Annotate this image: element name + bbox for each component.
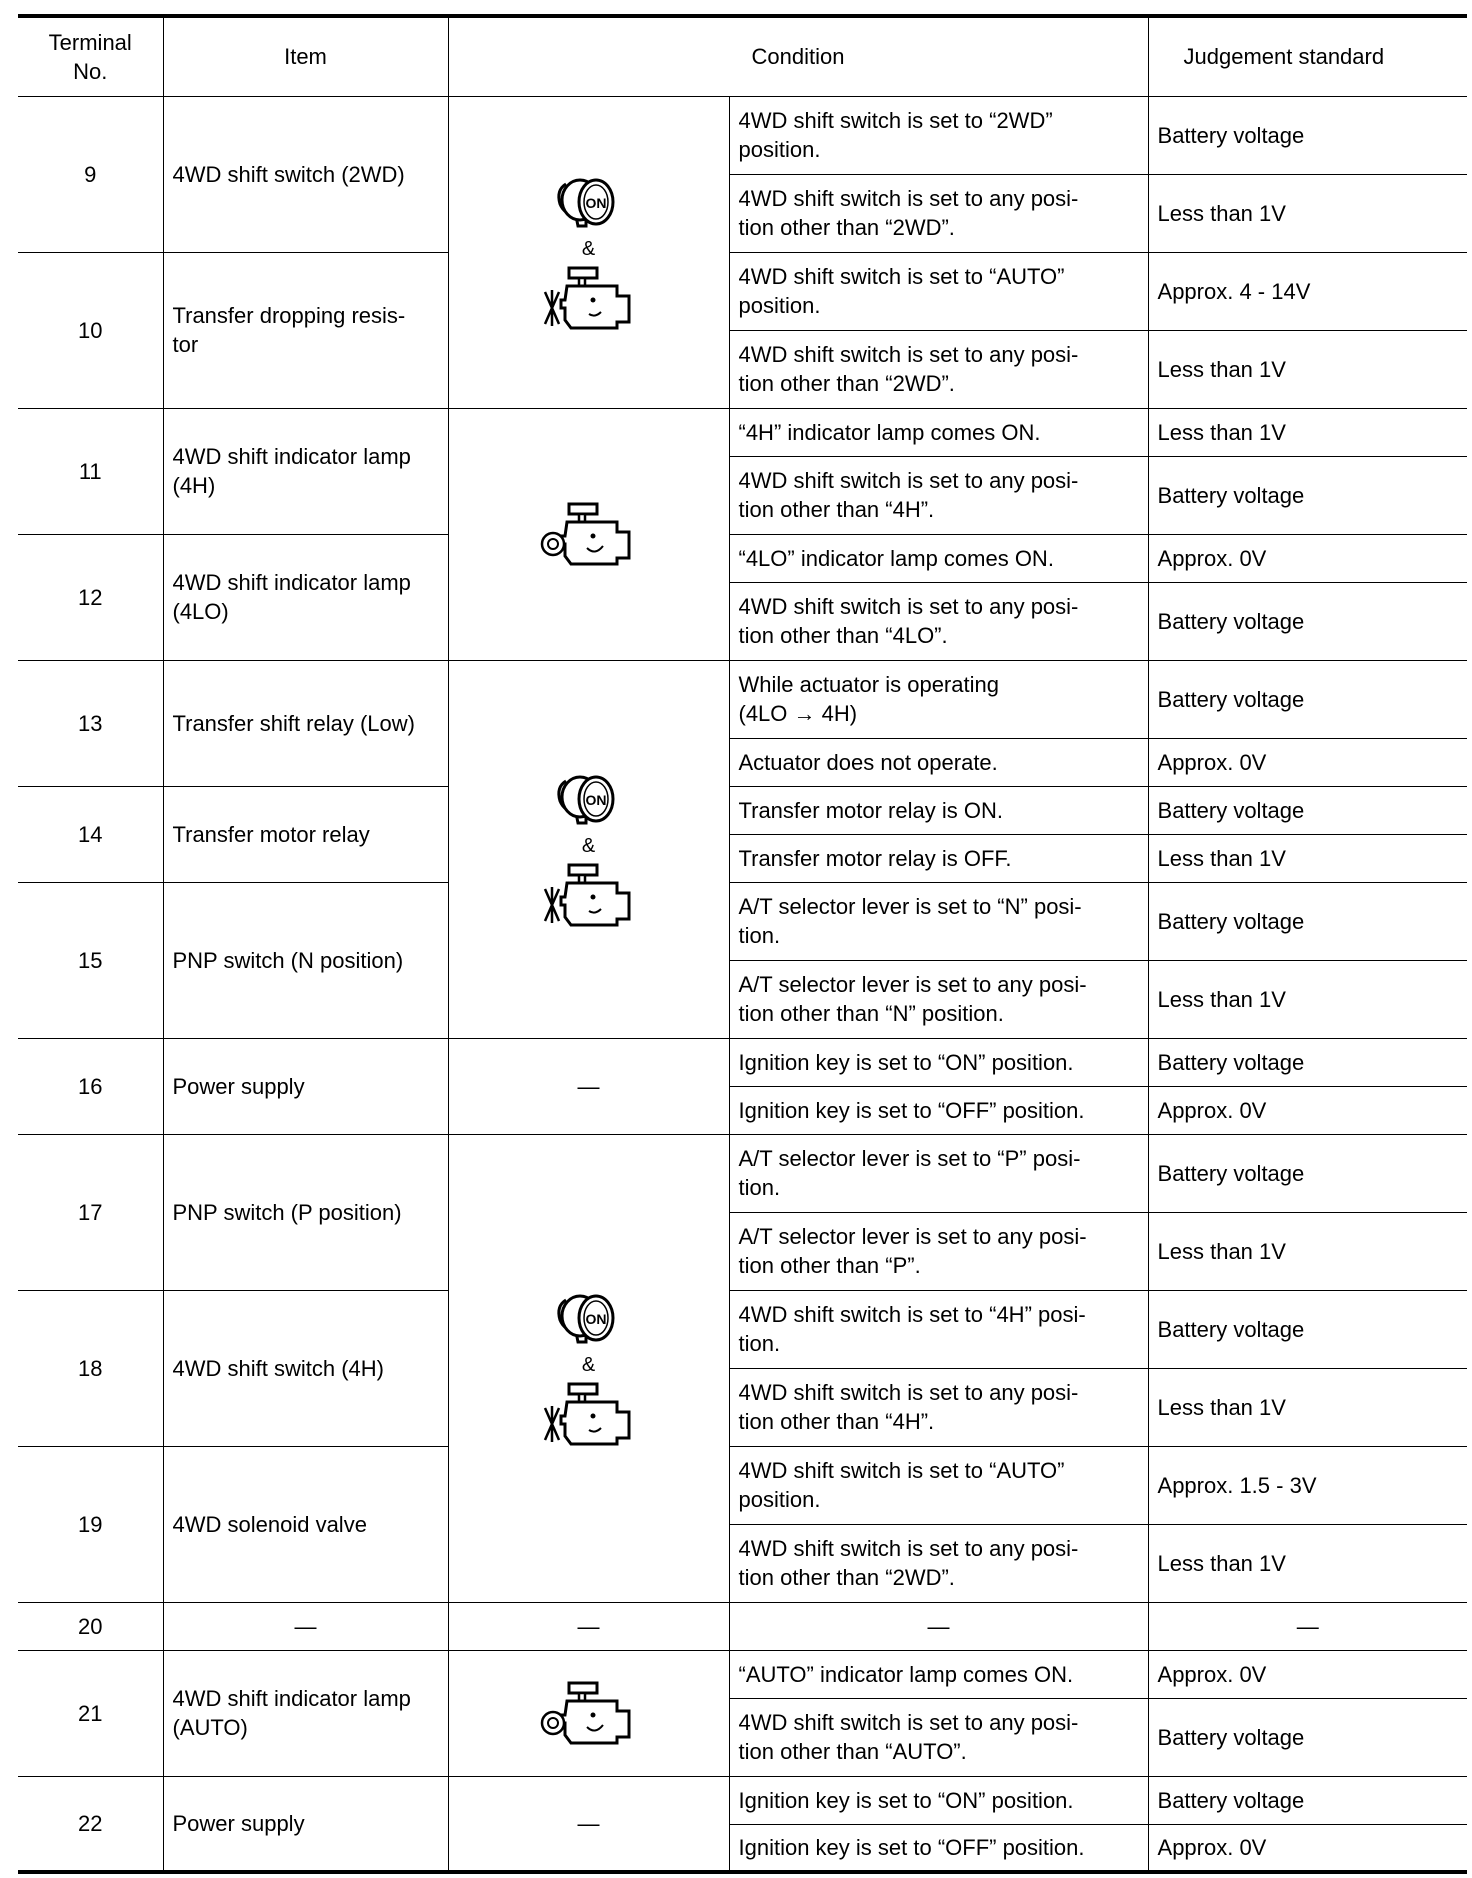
table-row bbox=[18, 96, 1467, 174]
item-name: 4WD shift switch (2WD) bbox=[163, 96, 448, 252]
header-judgement: Judgement standard bbox=[1148, 16, 1467, 96]
condition-cell: A/T selector lever is set to “N” posi- tion. bbox=[729, 882, 1148, 960]
judgement-cell: Battery voltage bbox=[1148, 456, 1467, 534]
item-name: Transfer shift relay (Low) bbox=[163, 660, 448, 786]
condition-cell: “4H” indicator lamp comes ON. bbox=[729, 408, 1148, 456]
item-name: 4WD shift indicator lamp (AUTO) bbox=[163, 1650, 448, 1776]
terminal-number: 19 bbox=[18, 1446, 163, 1602]
terminal-spec-table-container bbox=[18, 14, 1467, 1874]
judgement-cell: Battery voltage bbox=[1148, 786, 1467, 834]
table-row bbox=[18, 1776, 1467, 1824]
terminal-number: 9 bbox=[18, 96, 163, 252]
condition-cell: 4WD shift switch is set to any posi- tion other than “2WD”. bbox=[729, 174, 1148, 252]
table-row bbox=[18, 882, 1467, 960]
judgement-cell: Less than 1V bbox=[1148, 1524, 1467, 1602]
item-name: Power supply bbox=[163, 1038, 448, 1134]
key-on-label: ON bbox=[585, 195, 606, 211]
terminal-number: 12 bbox=[18, 534, 163, 660]
condition-cell: Ignition key is set to “ON” position. bbox=[729, 1038, 1148, 1086]
judgement-cell: Battery voltage bbox=[1148, 882, 1467, 960]
item-name: 4WD solenoid valve bbox=[163, 1446, 448, 1602]
condition-cell: 4WD shift switch is set to any posi- tion other than “4LO”. bbox=[729, 582, 1148, 660]
engine-running-icon-cell bbox=[448, 1650, 729, 1776]
item-name: 4WD shift indicator lamp (4LO) bbox=[163, 534, 448, 660]
condition-cell: 4WD shift switch is set to “AUTO” position. bbox=[729, 252, 1148, 330]
condition-cell: Ignition key is set to “OFF” position. bbox=[729, 1824, 1148, 1872]
ignition-key-on-icon bbox=[552, 767, 626, 833]
item-name: Power supply bbox=[163, 1776, 448, 1872]
judgement-cell: Battery voltage bbox=[1148, 1698, 1467, 1776]
condition-cell: 4WD shift switch is set to any posi- tion other than “AUTO”. bbox=[729, 1698, 1148, 1776]
item-name: Transfer motor relay bbox=[163, 786, 448, 882]
judgement-cell: Less than 1V bbox=[1148, 834, 1467, 882]
table-row bbox=[18, 252, 1467, 330]
engine-running-icon bbox=[539, 1378, 639, 1450]
terminal-number: 16 bbox=[18, 1038, 163, 1134]
ignition-key-on-icon bbox=[552, 170, 626, 236]
engine-running-icon bbox=[539, 498, 639, 570]
condition-cell: Transfer motor relay is OFF. bbox=[729, 834, 1148, 882]
table-row bbox=[18, 1134, 1467, 1212]
judgement-cell: Battery voltage bbox=[1148, 1134, 1467, 1212]
judgement-cell: Approx. 0V bbox=[1148, 1650, 1467, 1698]
judgement-cell: Battery voltage bbox=[1148, 1776, 1467, 1824]
judgement-cell: Battery voltage bbox=[1148, 96, 1467, 174]
condition-cell: Transfer motor relay is ON. bbox=[729, 786, 1148, 834]
terminal-number: 15 bbox=[18, 882, 163, 1038]
condition-cell: While actuator is operating (4LO → 4H) bbox=[729, 660, 1148, 738]
judgement-cell: Battery voltage bbox=[1148, 582, 1467, 660]
terminal-number: 11 bbox=[18, 408, 163, 534]
condition-cell: Ignition key is set to “OFF” position. bbox=[729, 1086, 1148, 1134]
judgement-cell: Less than 1V bbox=[1148, 1212, 1467, 1290]
ignition-on-and-engine-running-icons bbox=[448, 1134, 729, 1602]
condition-cell: 4WD shift switch is set to any posi- tion other than “4H”. bbox=[729, 1368, 1148, 1446]
judgement-cell: Less than 1V bbox=[1148, 174, 1467, 252]
ampersand: & bbox=[581, 238, 596, 260]
judgement-cell: Less than 1V bbox=[1148, 330, 1467, 408]
judgement-cell: Approx. 0V bbox=[1148, 1086, 1467, 1134]
ignition-on-and-engine-running-icons bbox=[448, 96, 729, 408]
engine-running-icon bbox=[539, 262, 639, 334]
table-row bbox=[18, 1650, 1467, 1698]
judgement-cell: — bbox=[1148, 1602, 1467, 1650]
terminal-number: 18 bbox=[18, 1290, 163, 1446]
judgement-cell: Approx. 0V bbox=[1148, 534, 1467, 582]
no-condition-dash: — bbox=[448, 1602, 729, 1650]
condition-cell: 4WD shift switch is set to any posi- tion other than “2WD”. bbox=[729, 1524, 1148, 1602]
judgement-cell: Less than 1V bbox=[1148, 960, 1467, 1038]
ignition-key-on-icon bbox=[552, 1286, 626, 1352]
table-row bbox=[18, 1290, 1467, 1368]
key-on-label: ON bbox=[585, 1311, 606, 1327]
judgement-cell: Approx. 1.5 - 3V bbox=[1148, 1446, 1467, 1524]
table-row bbox=[18, 786, 1467, 834]
judgement-cell: Battery voltage bbox=[1148, 660, 1467, 738]
table-row bbox=[18, 534, 1467, 582]
condition-cell: Actuator does not operate. bbox=[729, 738, 1148, 786]
ignition-on-and-engine-running-icons bbox=[448, 660, 729, 1038]
condition-cell: 4WD shift switch is set to “AUTO” position. bbox=[729, 1446, 1148, 1524]
judgement-cell: Approx. 0V bbox=[1148, 1824, 1467, 1872]
condition-cell: A/T selector lever is set to any posi- tion other than “P”. bbox=[729, 1212, 1148, 1290]
condition-cell: 4WD shift switch is set to any posi- tion other than “4H”. bbox=[729, 456, 1148, 534]
item-name: PNP switch (P position) bbox=[163, 1134, 448, 1290]
judgement-cell: Less than 1V bbox=[1148, 1368, 1467, 1446]
item-name: 4WD shift switch (4H) bbox=[163, 1290, 448, 1446]
terminal-number: 21 bbox=[18, 1650, 163, 1776]
no-condition-dash: — bbox=[448, 1038, 729, 1134]
table-row bbox=[18, 1038, 1467, 1086]
judgement-cell: Approx. 4 - 14V bbox=[1148, 252, 1467, 330]
item-name: 4WD shift indicator lamp (4H) bbox=[163, 408, 448, 534]
header-terminal: Terminal No. bbox=[18, 16, 163, 96]
judgement-cell: Battery voltage bbox=[1148, 1038, 1467, 1086]
terminal-number: 20 bbox=[18, 1602, 163, 1650]
judgement-cell: Battery voltage bbox=[1148, 1290, 1467, 1368]
item-name: — bbox=[163, 1602, 448, 1650]
engine-running-icon-cell bbox=[448, 408, 729, 660]
condition-cell: A/T selector lever is set to any posi- tion other than “N” position. bbox=[729, 960, 1148, 1038]
header-item: Item bbox=[163, 16, 448, 96]
condition-cell: A/T selector lever is set to “P” posi- tion. bbox=[729, 1134, 1148, 1212]
item-name: PNP switch (N position) bbox=[163, 882, 448, 1038]
ampersand: & bbox=[581, 835, 596, 857]
condition-cell: 4WD shift switch is set to “2WD” position. bbox=[729, 96, 1148, 174]
terminal-number: 17 bbox=[18, 1134, 163, 1290]
ampersand: & bbox=[581, 1354, 596, 1376]
terminal-number: 10 bbox=[18, 252, 163, 408]
judgement-cell: Less than 1V bbox=[1148, 408, 1467, 456]
table-row bbox=[18, 660, 1467, 738]
item-name: Transfer dropping resis- tor bbox=[163, 252, 448, 408]
key-on-label: ON bbox=[585, 792, 606, 808]
engine-running-icon bbox=[539, 1677, 639, 1749]
terminal-spec-table bbox=[18, 14, 1467, 1874]
terminal-number: 14 bbox=[18, 786, 163, 882]
table-row bbox=[18, 408, 1467, 456]
condition-cell: 4WD shift switch is set to “4H” posi- tion. bbox=[729, 1290, 1148, 1368]
condition-cell: — bbox=[729, 1602, 1148, 1650]
header-row bbox=[18, 16, 1467, 96]
engine-running-icon bbox=[539, 859, 639, 931]
no-condition-dash: — bbox=[448, 1776, 729, 1872]
table-row bbox=[18, 1446, 1467, 1524]
terminal-number: 22 bbox=[18, 1776, 163, 1872]
condition-cell: Ignition key is set to “ON” position. bbox=[729, 1776, 1148, 1824]
table-row bbox=[18, 1602, 1467, 1650]
condition-cell: 4WD shift switch is set to any posi- tion other than “2WD”. bbox=[729, 330, 1148, 408]
condition-cell: “AUTO” indicator lamp comes ON. bbox=[729, 1650, 1148, 1698]
terminal-number: 13 bbox=[18, 660, 163, 786]
judgement-cell: Approx. 0V bbox=[1148, 738, 1467, 786]
condition-cell: “4LO” indicator lamp comes ON. bbox=[729, 534, 1148, 582]
header-condition: Condition bbox=[448, 16, 1148, 96]
